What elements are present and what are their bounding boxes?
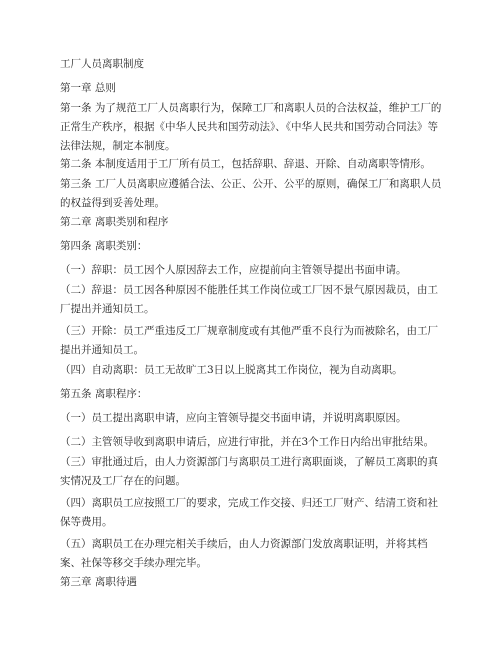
chapter-2-heading: 第二章 离职类别和程序 bbox=[60, 216, 169, 228]
procedure-step-4: （四）离职员工应按照工厂的要求，完成工作交接、归还工厂财产、结清工资和社保等费用。 bbox=[60, 497, 438, 528]
article-3: 第三条 工厂人员离职应遵循合法、公正、公开、公平的原则，确保工厂和离职人员的权益得到妥善处理。 bbox=[60, 178, 442, 209]
chapter-3-heading: 第三章 离职待遇 bbox=[60, 576, 137, 588]
document-title: 工厂人员离职制度 bbox=[60, 58, 144, 70]
procedure-step-2: （二）主管领导收到离职申请后，应进行审批，并在3个工作日内给出审批结果。 bbox=[60, 436, 435, 448]
article-2: 第二条 本制度适用于工厂所有员工，包括辞职、辞退、开除、自动离职等情形。 bbox=[60, 158, 431, 170]
category-resignation: （一）辞职：员工因个人原因辞去工作，应提前向主管领导提出书面申请。 bbox=[60, 264, 407, 276]
category-dismissal: （二）辞退：员工因各种原因不能胜任其工作岗位或工厂因不景气原因裁员，由工厂提出并通知员工。 bbox=[60, 284, 438, 315]
category-expulsion: （三）开除：员工严重违反工厂规章制度或有其他严重不良行为而被除名，由工厂提出并通知员工。 bbox=[60, 325, 438, 356]
article-4: 第四条 离职类别： bbox=[60, 240, 148, 252]
procedure-step-5: （五）离职员工在办理完相关手续后，由人力资源部门发放离职证明，并将其档案、社保等移交手续办理完毕。 bbox=[60, 538, 428, 569]
procedure-step-1: （一）员工提出离职申请，应向主管领导提交书面申请，并说明离职原因。 bbox=[60, 412, 407, 424]
category-auto-leave: （四）自动离职：员工无故旷工3日以上脱离其工作岗位，视为自动离职。 bbox=[60, 364, 403, 376]
article-1: 第一条 为了规范工厂人员离职行为，保障工厂和离职人员的合法权益，维护工厂的正常生产秩序，根据《中华人民共和国劳动法》、《中华人民共和国劳动合同法》等法律法规，制定本制度。 bbox=[60, 102, 442, 152]
chapter-1-heading: 第一章 总则 bbox=[60, 82, 116, 94]
procedure-step-3: （三）审批通过后，由人力资源部门与离职员工进行离职面谈，了解员工离职的真实情况及工厂存在的问题。 bbox=[60, 456, 438, 487]
article-5: 第五条 离职程序： bbox=[60, 388, 148, 400]
